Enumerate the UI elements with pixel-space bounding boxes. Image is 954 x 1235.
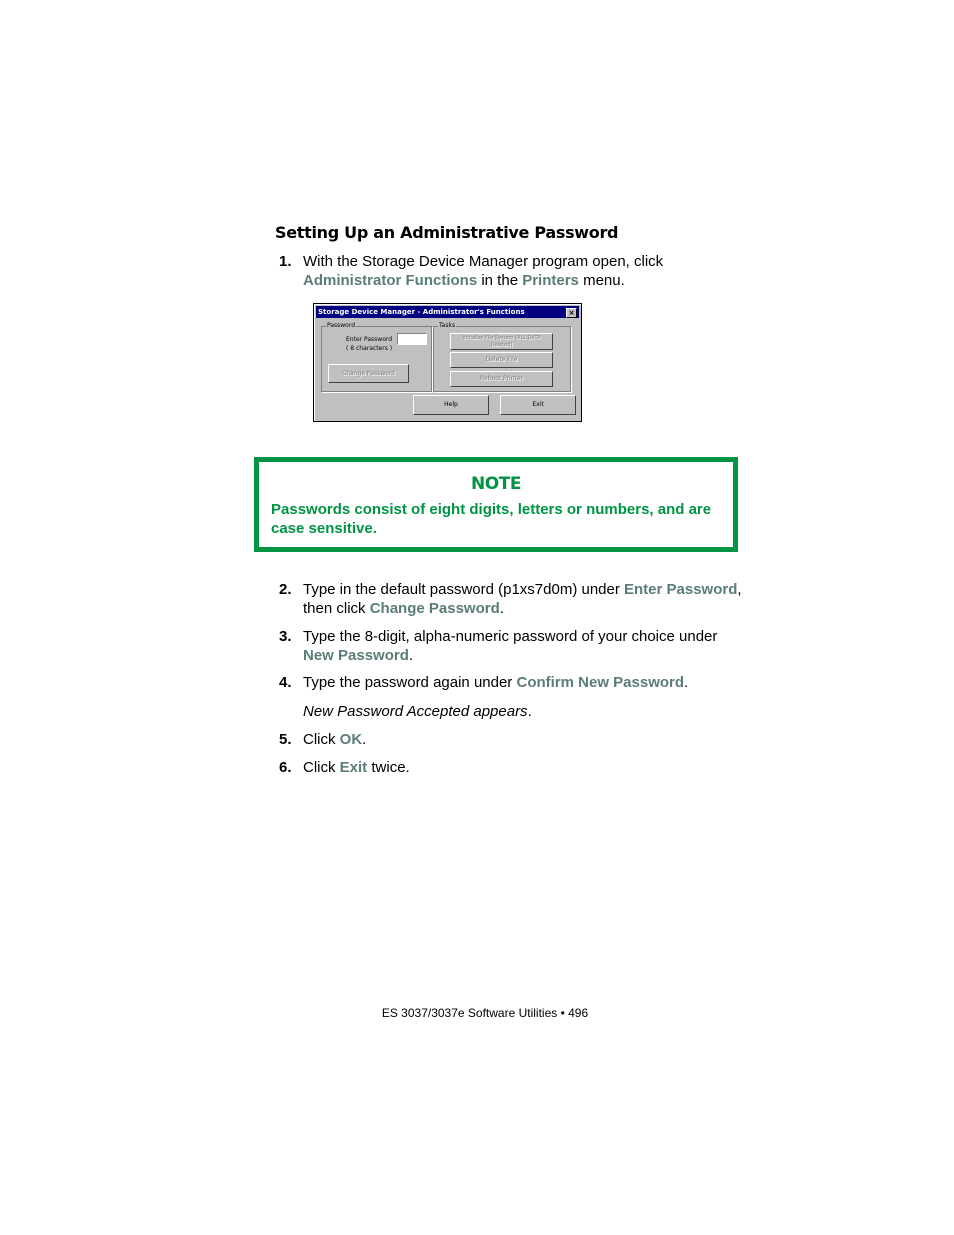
text-run: Type the password again under (303, 674, 517, 691)
ref-ok: OK (339, 731, 363, 748)
dialog-titlebar (316, 306, 579, 318)
ref-enter-password: Enter Password (624, 581, 738, 598)
result-italic: New Password Accepted appears (303, 703, 528, 720)
admin-functions-dialog-screenshot (313, 303, 582, 422)
result-text (303, 703, 743, 722)
ref-new-password: New Password (303, 646, 409, 664)
ref-exit: Exit (339, 759, 368, 776)
step-number: 4. (279, 674, 292, 691)
text-run: Click (303, 731, 340, 748)
note-text: Passwords consist of eight digits, letters or numbers, and are case sensitive. (271, 501, 712, 537)
text-run: With the Storage Device Manager program open, click (303, 253, 664, 270)
note-title: NOTE (471, 474, 521, 494)
step-number: 2. (279, 581, 292, 598)
ref-printers: Printers (522, 271, 579, 289)
step-text (303, 253, 743, 290)
characters-label: ( 8 characters ) (346, 345, 393, 352)
step-text (303, 581, 743, 618)
dialog-title: Storage Device Manager - Administrator's Functions (318, 308, 525, 316)
text-run: Click (303, 759, 340, 776)
text-run: menu. (578, 271, 625, 289)
step-text (303, 731, 743, 750)
password-group (321, 322, 432, 392)
close-icon: × (566, 308, 577, 318)
text-run: Type in the default password (p1xs7d0m) under (303, 581, 625, 598)
enter-password-field (397, 333, 427, 345)
step-text (303, 759, 743, 778)
ref-administrator-functions: Administrator Functions (303, 271, 478, 289)
text-run: . (527, 703, 532, 720)
step-text (303, 628, 735, 665)
page-footer: ES 3037/3037e Software Utilities • 496 (381, 1006, 589, 1020)
tasks-group (433, 322, 571, 392)
exit-button: Exit (500, 395, 576, 415)
change-password-button: Change Password (328, 364, 409, 383)
ref-change-password: Change Password (369, 599, 500, 617)
password-group-label: Password (327, 322, 356, 329)
text-run: . (499, 599, 504, 617)
initialize-file-system-button: Initialize File System (ALL DATA Deleted) (450, 333, 553, 350)
step-number: 1. (279, 253, 292, 270)
text-run: . (408, 646, 414, 664)
tasks-group-label: Tasks (439, 322, 456, 329)
delete-file-button: Delete File (450, 352, 553, 368)
text-run: . (684, 674, 689, 691)
help-button: Help (413, 395, 489, 415)
step-number: 6. (279, 759, 292, 776)
step-number: 3. (279, 628, 292, 645)
reboot-printer-button: Reboot Printer (450, 371, 553, 387)
note-box (254, 457, 738, 552)
text-run: . (362, 731, 367, 748)
section-heading: Setting Up an Administrative Password (275, 223, 619, 242)
text-run: in the (477, 271, 523, 289)
text-run: , then click (303, 581, 742, 617)
enter-password-label: Enter Password (346, 336, 393, 343)
ref-confirm-new-password: Confirm New Password (516, 674, 685, 691)
text-run: Type the 8-digit, alpha-numeric password of your choice under (303, 628, 718, 645)
step-text (303, 674, 743, 693)
step-number: 5. (279, 731, 292, 748)
text-run: twice. (367, 759, 410, 776)
